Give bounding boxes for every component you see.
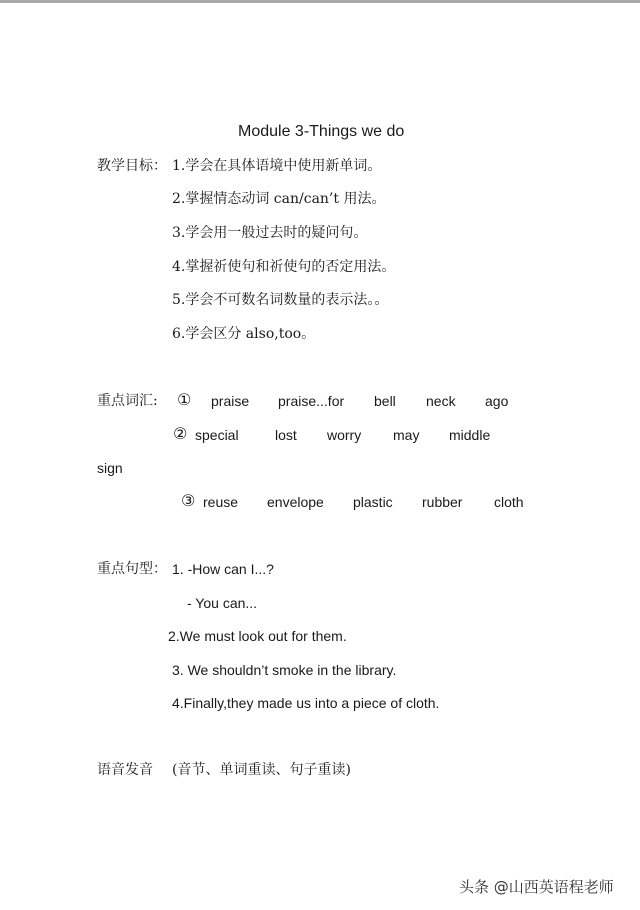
vocab-word: cloth bbox=[494, 494, 524, 510]
vocab-word: plastic bbox=[353, 494, 393, 510]
top-border bbox=[0, 0, 640, 3]
objectives-label: 教学目标： bbox=[97, 158, 167, 174]
page-title: Module 3-Things we do bbox=[238, 123, 405, 140]
vocab-word: special bbox=[195, 427, 239, 443]
objective-item: 1.学会在具体语境中使用新单词。 bbox=[172, 158, 382, 174]
group-marker-1: ① bbox=[177, 390, 192, 409]
objective-item: 2.掌握情态动词 can/can’t 用法。 bbox=[172, 191, 386, 207]
sentence-item: 1. -How can I...? bbox=[172, 561, 274, 577]
pronunciation-label: 语音发音 bbox=[97, 762, 153, 778]
objective-item: 4.掌握祈使句和祈使句的否定用法。 bbox=[172, 259, 396, 275]
sentence-item: 3. We shouldn’t smoke in the library. bbox=[172, 662, 397, 678]
vocab-word: bell bbox=[374, 393, 396, 409]
vocabulary-label: 重点词汇: bbox=[97, 393, 158, 409]
vocab-word: praise bbox=[211, 393, 250, 409]
sentences-label: 重点句型： bbox=[97, 561, 167, 577]
vocab-word: ago bbox=[485, 393, 509, 409]
vocab-word: neck bbox=[426, 393, 456, 409]
vocab-word: lost bbox=[275, 427, 297, 443]
vocab-word: middle bbox=[449, 427, 491, 443]
group-marker-2: ② bbox=[173, 424, 188, 443]
vocab-word: praise...for bbox=[278, 393, 345, 409]
vocab-word: worry bbox=[327, 427, 362, 443]
vocab-word: may bbox=[393, 427, 420, 443]
objective-item: 6.学会区分 also,too。 bbox=[172, 326, 316, 342]
objective-item: 5.学会不可数名词数量的表示法。。 bbox=[172, 292, 389, 308]
vocab-word: sign bbox=[97, 460, 123, 476]
vocab-word: reuse bbox=[203, 494, 239, 510]
sentence-item: 2.We must look out for them. bbox=[168, 628, 347, 644]
vocab-word: rubber bbox=[422, 494, 463, 510]
vocab-word: envelope bbox=[267, 494, 324, 510]
sentence-item: 4.Finally,they made us into a piece of cloth. bbox=[172, 695, 440, 711]
watermark: 头条 @山西英语程老师 bbox=[459, 878, 614, 896]
pronunciation-detail: (音节、单词重读、句子重读) bbox=[172, 762, 351, 778]
group-marker-3: ③ bbox=[181, 491, 196, 510]
objective-item: 3.学会用一般过去时的疑问句。 bbox=[172, 225, 368, 241]
sentence-item: - You can... bbox=[187, 595, 258, 611]
